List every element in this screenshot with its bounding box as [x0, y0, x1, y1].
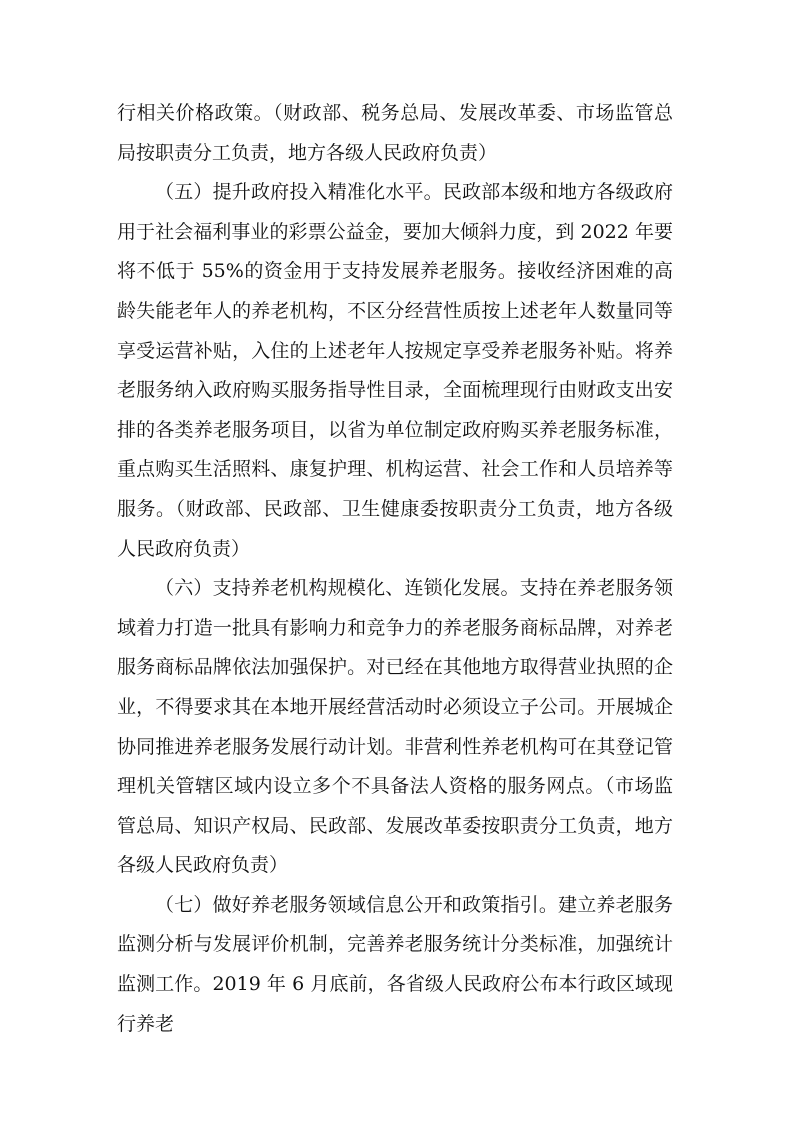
paragraph-continuation: 行相关价格政策。（财政部、税务总局、发展改革委、市场监管总局按职责分工负责，地方各级人民政府负责）	[117, 102, 673, 164]
paragraph-item-5: （五）提升政府投入精准化水平。民政部本级和地方各级政府用于社会福利事业的彩票公益金，要加大倾斜力度，到 2022 年要将不低于 55%的资金用于支持发展养老服务。接收经济困难的高龄失能老年人的养老机构，不区分经营性质按上述老年人数量同等享受运营补贴，入住的上述老年人按规定享受养老服务补贴。将养老服务纳入政府购买服务指导性目录，全面梳理现行由财政支出安排的各类养老服务项目，以省为单位制定政府购买养老服务标准，重点购买生活照料、康复护理、机构运营、社会工作和人员培养等服务。（财政部、民政部、卫生健康委按职责分工负责，地方各级人民政府负责）	[117, 181, 673, 560]
paragraph-item-6: （六）支持养老机构规模化、连锁化发展。支持在养老服务领域着力打造一批具有影响力和竞争力的养老服务商标品牌，对养老服务商标品牌依法加强保护。对已经在其他地方取得营业执照的企业，不得要求其在本地开展经营活动时必须设立子公司。开展城企协同推进养老服务发展行动计划。非营利性养老机构可在其登记管理机关管辖区域内设立多个不具备法人资格的服务网点。（市场监管总局、知识产权局、民政部、发展改革委按职责分工负责，地方各级人民政府负责）	[117, 577, 673, 877]
document-page	[117, 94, 673, 1044]
paragraph-item-7: （七）做好养老服务领域信息公开和政策指引。建立养老服务监测分析与发展评价机制，完善养老服务统计分类标准，加强统计监测工作。2019 年 6 月底前，各省级人民政府公布本行政区域现行养老	[117, 893, 673, 1035]
